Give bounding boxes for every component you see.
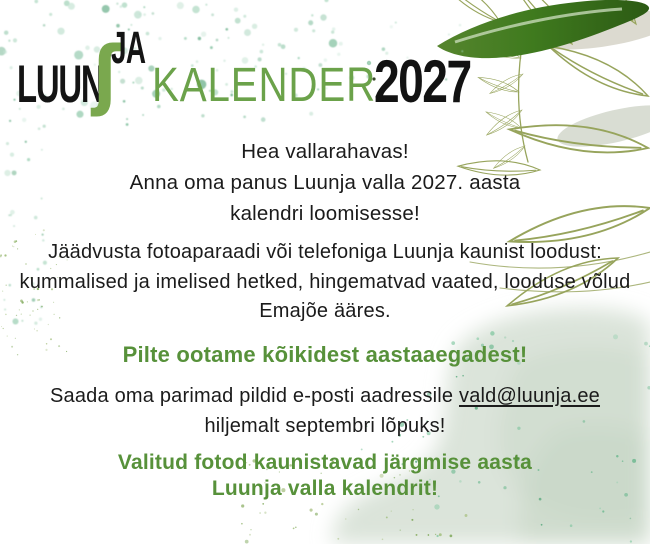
closing-highlight-block bbox=[0, 450, 650, 502]
poster-year: 2027 bbox=[374, 48, 471, 115]
email-link[interactable]: vald@luunja.ee bbox=[459, 384, 600, 407]
logo-text-luun: LUUN bbox=[17, 55, 104, 114]
greeting-line: Hea vallarahavas! bbox=[241, 140, 409, 163]
poster-body bbox=[0, 136, 650, 502]
intro-line-1: Anna oma panus Luunja valla 2027. aasta bbox=[129, 171, 521, 194]
logo-leaf-curve-icon: ʃ bbox=[93, 29, 122, 118]
logo-text-ja: JA bbox=[111, 22, 146, 73]
seasons-highlight-block bbox=[0, 341, 650, 369]
desc-line-2: kummalised ja imelised hetked, hingematvad vaated, looduse võlud bbox=[19, 270, 631, 293]
poster-title: KALENDER bbox=[152, 59, 377, 112]
closing-line-2: Luunja valla kalendrit! bbox=[211, 476, 439, 500]
description-block bbox=[0, 238, 650, 327]
seasons-highlight: Pilte ootame kõikidest aastaaegadest! bbox=[122, 341, 528, 367]
submission-block bbox=[0, 381, 650, 441]
header bbox=[0, 0, 650, 130]
deadline-line: hiljemalt septembri lõpuks! bbox=[204, 414, 446, 437]
submission-line bbox=[0, 381, 650, 411]
intro-line-2: kalendri loomisesse! bbox=[230, 202, 420, 225]
desc-line-1: Jäädvusta fotoaparaadi või telefoniga Luunja kaunist loodust: bbox=[48, 241, 602, 263]
intro-block bbox=[0, 136, 650, 229]
closing-line-1: Valitud fotod kaunistavad järgmise aasta bbox=[117, 450, 533, 474]
submission-prefix: Saada oma parimad pildid e-posti aadressile bbox=[49, 384, 460, 407]
desc-line-3: Emajõe ääres. bbox=[259, 300, 391, 322]
